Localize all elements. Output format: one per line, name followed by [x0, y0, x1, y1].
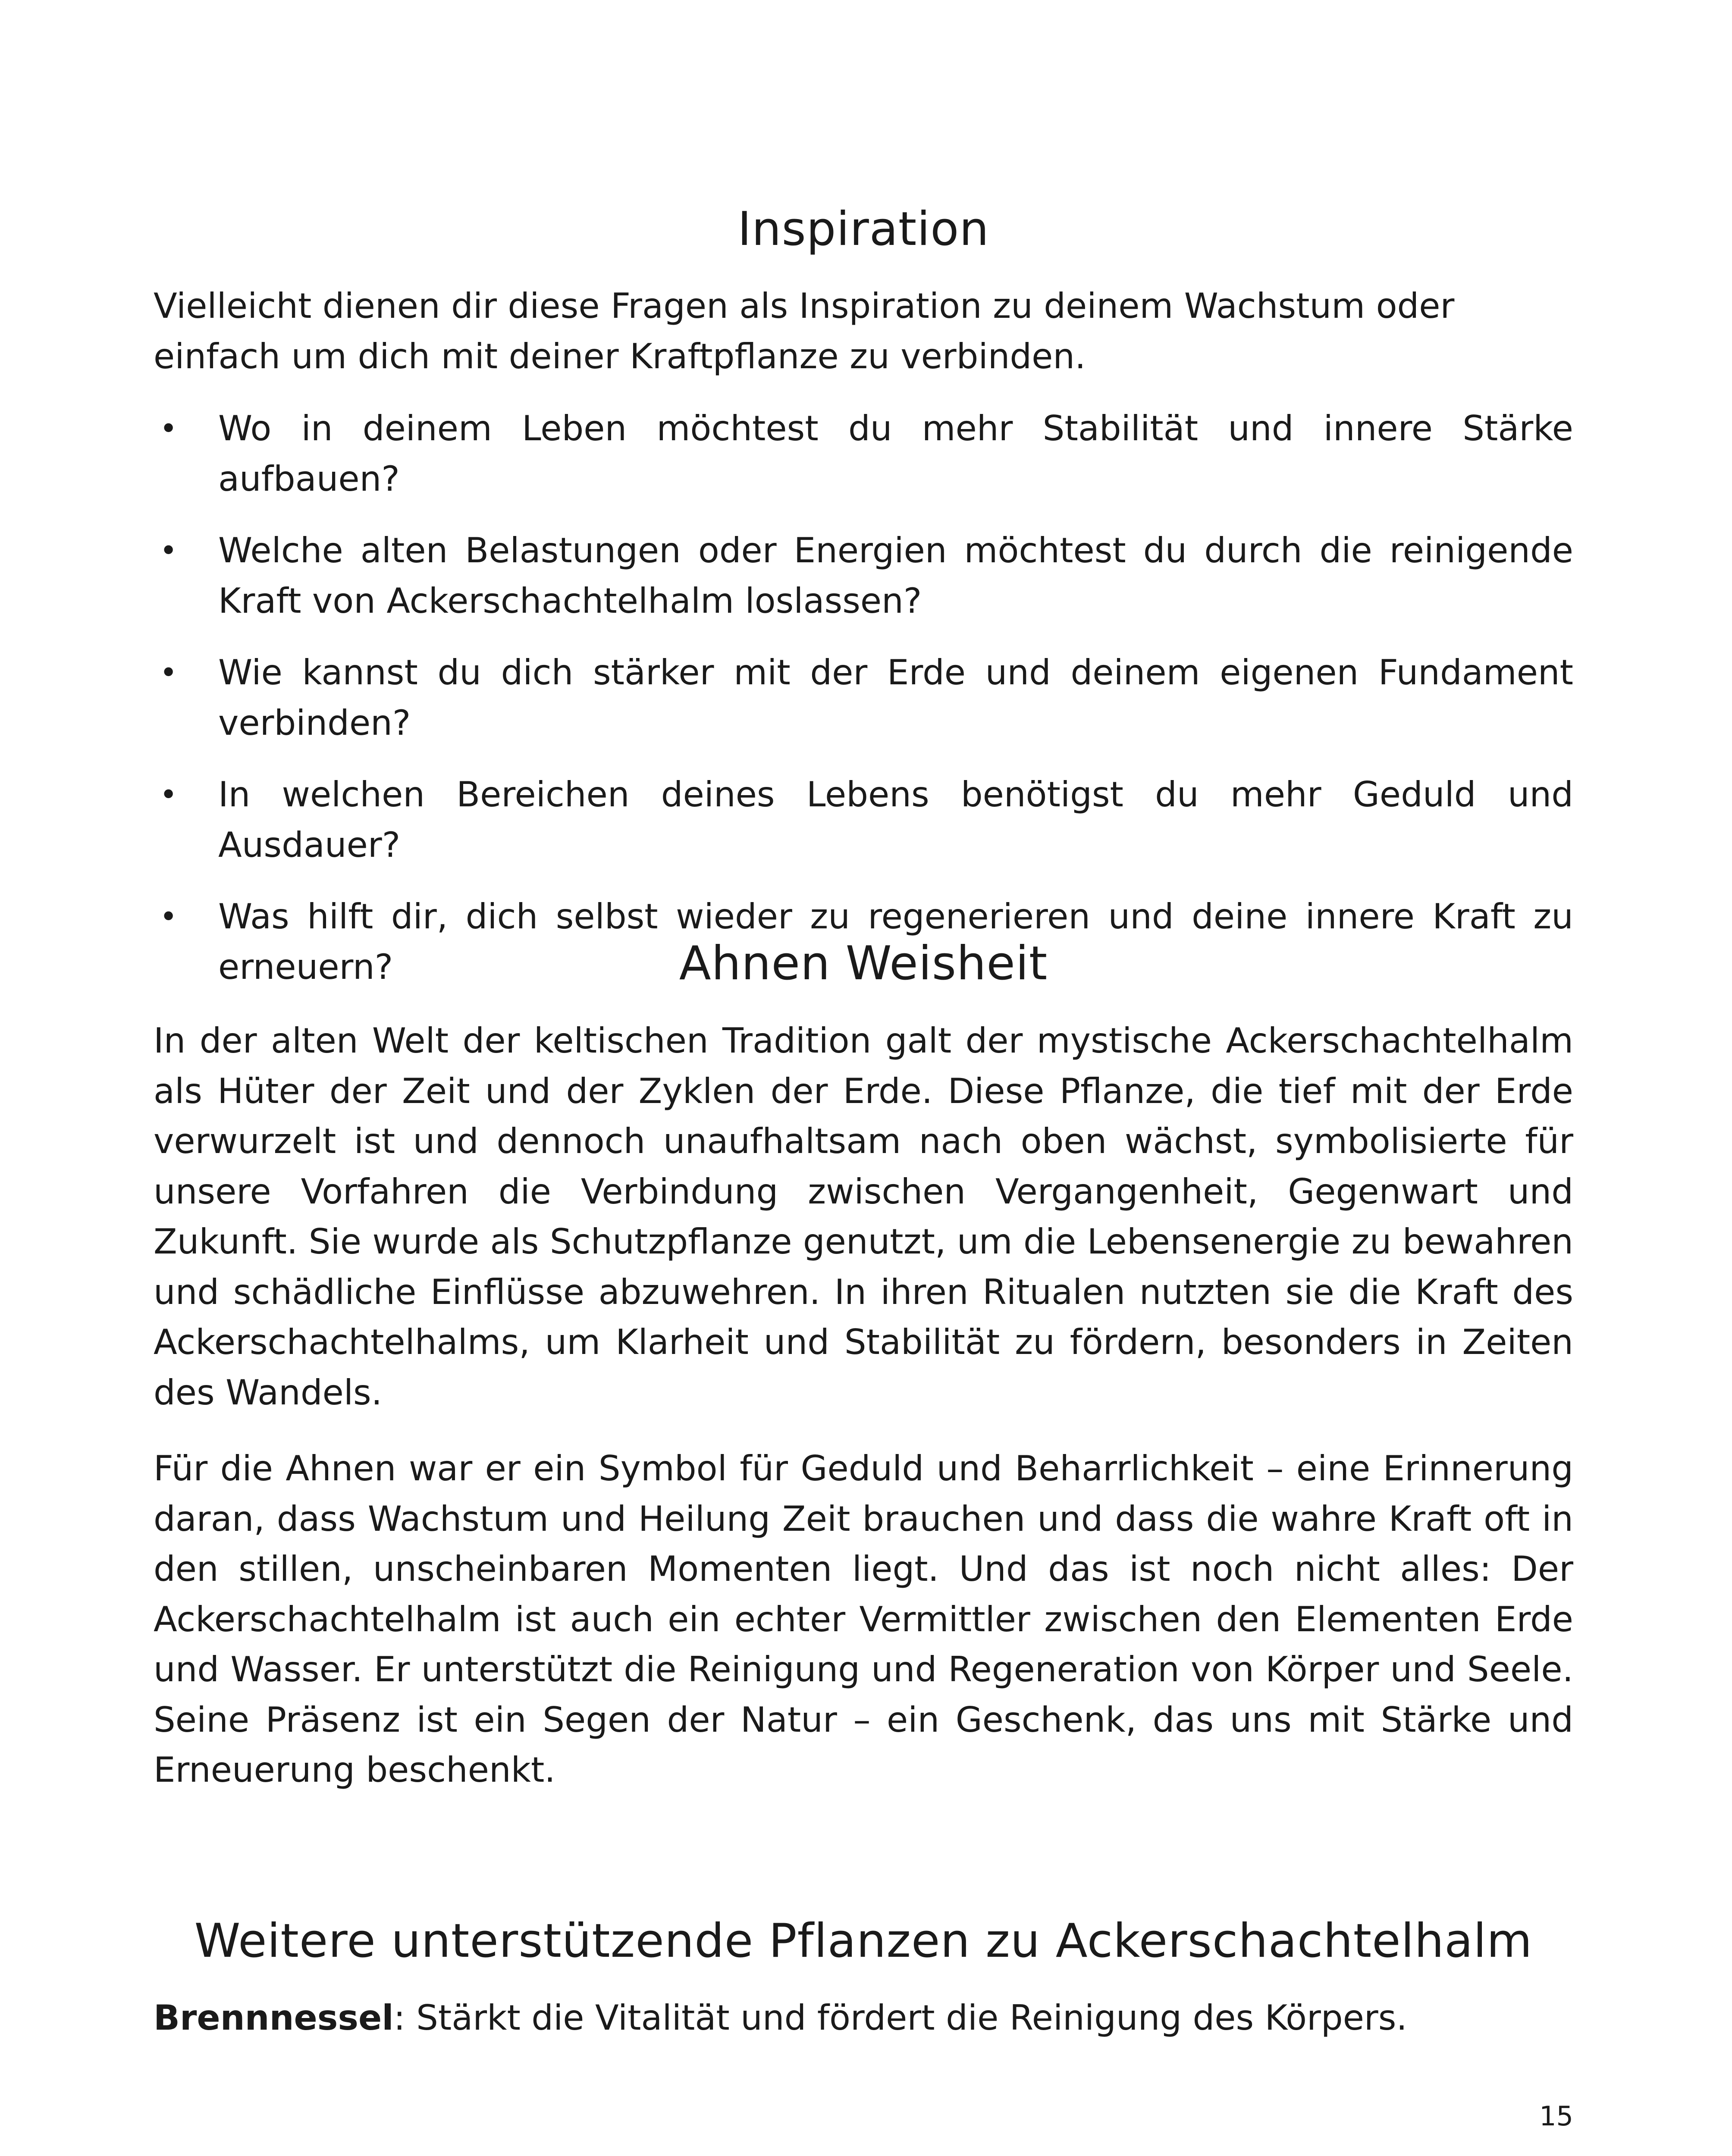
plant-description: Stärkt die Vitalität und fördert die Reinigung des Körpers. [405, 1998, 1407, 2038]
inspiration-question-list [154, 404, 1573, 992]
ahnen-heading: Ahnen Weisheit [679, 937, 1048, 990]
bullet-icon: • [160, 655, 178, 690]
inspiration-intro: Vielleicht dienen dir diese Fragen als Inspiration zu deinem Wachstum oder einfach um dich mit deiner Kraftpflanze zu verbinden. [154, 286, 1455, 376]
bullet-icon: • [160, 899, 178, 934]
page-number: 15 [1539, 2100, 1573, 2132]
question-text: In welchen Bereichen deines Lebens benötigst du mehr Geduld und Ausdauer? [218, 774, 1573, 865]
ahnen-paragraph: Für die Ahnen war er ein Symbol für Geduld und Beharrlichkeit – eine Erinnerung daran, dass Wachstum und Heilung Zeit brauchen und dass die wahre Kraft oft in den stillen, unscheinbaren Momenten liegt. Und das ist noch nicht alles: Der Ackerschachtelhalm ist auch ein echter Vermittler zwischen den Elementen Erde und Wasser. Er unterstützt die Reinigung und Regeneration von Körper und Seele. Seine Präsenz ist ein Segen der Natur – ein Geschenk, das uns mit Stärke und Erneuerung beschenkt. [154, 1448, 1573, 1790]
list-item [154, 404, 1573, 504]
question-text: Wo in deinem Leben möchtest du mehr Stabilität und innere Stärke aufbauen? [218, 408, 1573, 499]
list-item [154, 526, 1573, 626]
plant-separator: : [393, 1998, 405, 2038]
question-text: Wie kannst du dich stärker mit der Erde und deinem eigenen Fundament verbinden? [218, 652, 1573, 743]
bullet-icon: • [160, 411, 178, 446]
plant-name: Brennnessel [154, 1998, 394, 2038]
ahnen-paragraph: In der alten Welt der keltischen Tradition galt der mystische Ackerschachtelhalm als Hüter der Zeit und der Zyklen der Erde. Diese Pflanze, die tief mit der Erde verwurzelt ist und dennoch unaufhaltsam nach oben wächst, symbolisierte für unsere Vorfahren die Verbindung zwischen Vergangenheit, Gegenwart und Zukunft. Sie wurde als Schutzpflanze genutzt, um die Lebensenergie zu bewahren und schädliche Einflüsse abzuwehren. In ihren Ritualen nutzten sie die Kraft des Ackerschachtelhalms, um Klarheit und Stabilität zu fördern, besonders in Zeiten des Wandels. [154, 1021, 1573, 1413]
bullet-icon: • [160, 777, 178, 812]
bullet-icon: • [160, 533, 178, 568]
pflanzen-heading: Weitere unterstützende Pflanzen zu Ackerschachtelhalm [194, 1914, 1533, 1968]
question-text: Was hilft dir, dich selbst wieder zu regenerieren und deine innere Kraft zu erneuern? [218, 896, 1573, 987]
question-text: Welche alten Belastungen oder Energien möchtest du durch die reinigende Kraft von Ackerschachtelhalm loslassen? [218, 530, 1573, 621]
list-item [154, 648, 1573, 748]
list-item [154, 770, 1573, 870]
plant-entry [154, 1993, 1573, 2043]
inspiration-heading: Inspiration [737, 202, 989, 256]
